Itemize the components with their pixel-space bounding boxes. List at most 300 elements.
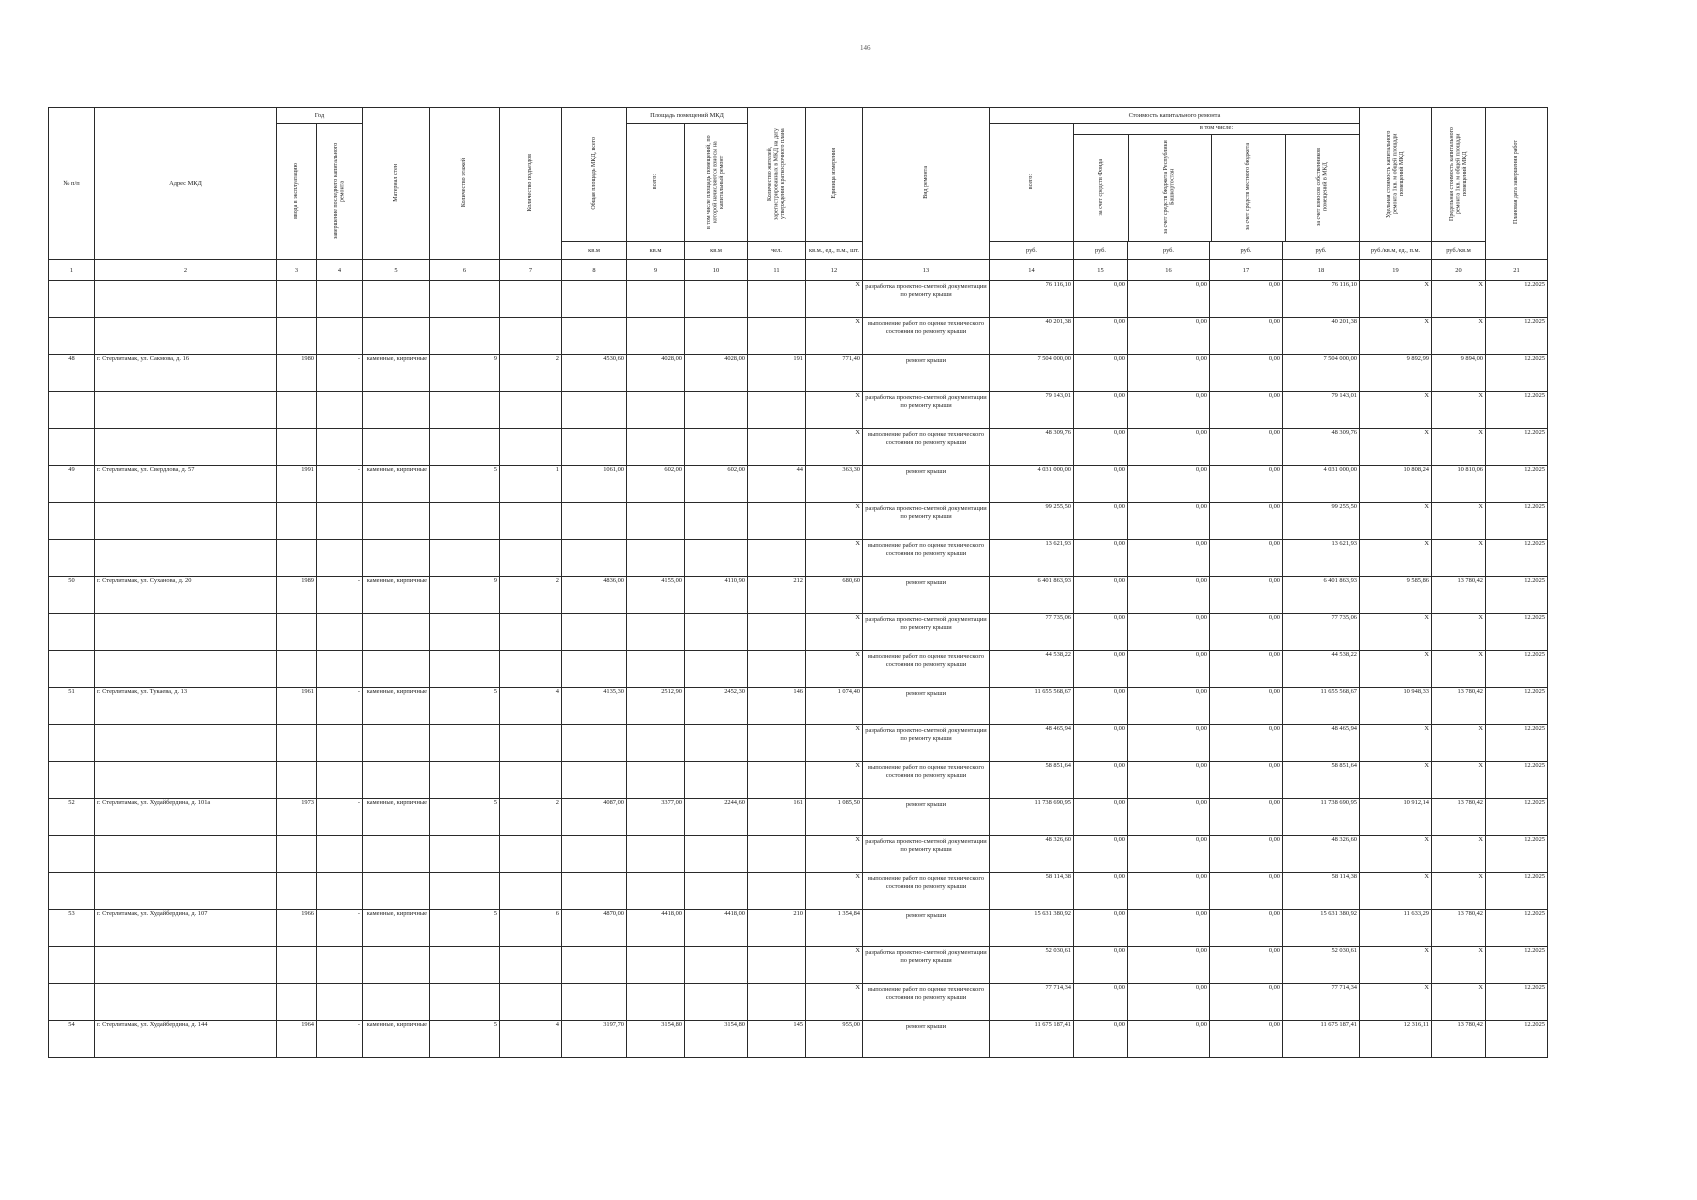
residents-cell [748,873,806,910]
premises-total-cell [627,281,685,318]
limit-cost-cell: X [1432,392,1486,429]
unit-cost-cell: X [1360,281,1432,318]
floors-cell [430,873,500,910]
cost-total-cell: 79 143,01 [990,392,1074,429]
premises-total-cell: 3377,00 [627,799,685,836]
planned-date-cell: 12.2025 [1486,762,1548,799]
cost-total-cell: 40 201,38 [990,318,1074,355]
header-cost-including: в том числе: [1074,124,1359,135]
residents-cell: 145 [748,1021,806,1058]
column-number: 1 [49,260,95,281]
column-number: 15 [1074,260,1128,281]
limit-cost-cell: X [1432,614,1486,651]
planned-date-cell: 12.2025 [1486,873,1548,910]
cost-owners-cell: 7 504 000,00 [1283,355,1360,392]
row-number [49,762,95,799]
premises-total-cell: 4155,00 [627,577,685,614]
planned-date-cell: 12.2025 [1486,355,1548,392]
residents-cell: 191 [748,355,806,392]
cost-total-cell: 15 631 380,92 [990,910,1074,947]
table-row [49,836,1548,873]
wall-material-cell [363,429,430,466]
address-cell [95,762,277,799]
address-cell: г. Стерлитамак, ул. Тукаева, д. 13 [95,688,277,725]
header-cost-republic: за счет средств бюджета Республики Башкортостан [1163,140,1176,234]
total-area-cell: 4870,00 [562,910,627,947]
table-row [49,540,1548,577]
wall-material-cell [363,318,430,355]
wall-material-cell [363,281,430,318]
planned-date-cell: 12.2025 [1486,651,1548,688]
cost-local-cell: 0,00 [1210,614,1283,651]
unit-cost-cell: 10 808,24 [1360,466,1432,503]
address-cell: г. Стерлитамак, ул. Худайбердина, д. 144 [95,1021,277,1058]
row-number [49,614,95,651]
header-limit-cost: Предельная стоимость капитального ремонта 1кв. м общей площади помещений МКД [1448,126,1468,221]
wall-material-cell: каменные, кирпичные [363,577,430,614]
cost-local-cell: 0,00 [1210,947,1283,984]
unit-cost-cell: X [1360,947,1432,984]
year-commission-cell [277,947,317,984]
row-number: 52 [49,799,95,836]
table-row [49,503,1548,540]
unit-cell: X [806,429,863,466]
premises-owned-cell [685,873,748,910]
work-type-cell: разработка проектно-сметной документации по ремонту крыши [863,836,990,873]
cost-owners-cell: 48 309,76 [1283,429,1360,466]
cost-local-cell: 0,00 [1210,466,1283,503]
cost-total-cell: 48 309,76 [990,429,1074,466]
cost-fund-cell: 0,00 [1074,762,1128,799]
unit-cell: 1 085,50 [806,799,863,836]
premises-total-cell [627,429,685,466]
cost-local-cell: 0,00 [1210,799,1283,836]
year-commission-cell [277,836,317,873]
column-number: 12 [806,260,863,281]
year-commission-cell [277,725,317,762]
work-type-cell: разработка проектно-сметной документации по ремонту крыши [863,281,990,318]
cost-owners-cell: 77 714,34 [1283,984,1360,1021]
limit-cost-cell: X [1432,318,1486,355]
cost-fund-cell: 0,00 [1074,614,1128,651]
cost-total-cell: 6 401 863,93 [990,577,1074,614]
premises-total-cell [627,651,685,688]
year-last-repair-cell [317,762,363,799]
wall-material-cell [363,836,430,873]
unit-residents: чел. [748,242,806,260]
premises-owned-cell [685,429,748,466]
unit-cell: X [806,836,863,873]
unit-cell: X [806,614,863,651]
header-cost-group: Стоимость капитального ремонта [990,108,1360,124]
cost-fund-cell: 0,00 [1074,651,1128,688]
unit-cell: X [806,503,863,540]
premises-owned-cell [685,836,748,873]
cost-local-cell: 0,00 [1210,577,1283,614]
row-number [49,873,95,910]
row-number [49,429,95,466]
unit-limit-cost: руб./кв.м [1432,242,1486,260]
residents-cell: 44 [748,466,806,503]
residents-cell [748,429,806,466]
premises-owned-cell [685,984,748,1021]
address-cell [95,318,277,355]
cost-total-cell: 7 504 000,00 [990,355,1074,392]
cost-republic-cell: 0,00 [1128,281,1210,318]
cost-fund-cell: 0,00 [1074,577,1128,614]
premises-owned-cell [685,540,748,577]
limit-cost-cell: X [1432,947,1486,984]
cost-owners-cell: 48 326,60 [1283,836,1360,873]
entrances-cell: 4 [500,1021,562,1058]
cost-local-cell: 0,00 [1210,688,1283,725]
cost-owners-cell: 40 201,38 [1283,318,1360,355]
column-number: 18 [1283,260,1360,281]
unit-cost-cell: 9 892,99 [1360,355,1432,392]
floors-cell [430,392,500,429]
floors-cell [430,651,500,688]
limit-cost-cell: 13 780,42 [1432,688,1486,725]
unit-cell: X [806,651,863,688]
column-number: 19 [1360,260,1432,281]
wall-material-cell: каменные, кирпичные [363,355,430,392]
work-type-cell: ремонт крыши [863,466,990,503]
floors-cell [430,984,500,1021]
table-row [49,281,1548,318]
cost-owners-cell: 11 675 187,41 [1283,1021,1360,1058]
unit-total-area: кв.м [562,242,627,260]
year-commission-cell [277,281,317,318]
year-commission-cell: 1989 [277,577,317,614]
cost-republic-cell: 0,00 [1128,725,1210,762]
column-number: 6 [430,260,500,281]
wall-material-cell [363,651,430,688]
cost-republic-cell: 0,00 [1128,318,1210,355]
floors-cell: 9 [430,577,500,614]
address-cell: г. Стерлитамак, ул. Худайбердина, д. 107 [95,910,277,947]
cost-local-cell: 0,00 [1210,910,1283,947]
unit-cost-cell: X [1360,540,1432,577]
floors-cell [430,836,500,873]
header-num: № п/п [49,108,95,260]
column-number: 16 [1128,260,1210,281]
premises-total-cell: 3154,80 [627,1021,685,1058]
cost-owners-cell: 13 621,93 [1283,540,1360,577]
total-area-cell [562,651,627,688]
entrances-cell [500,873,562,910]
premises-owned-cell: 4028,00 [685,355,748,392]
cost-owners-cell: 11 738 690,95 [1283,799,1360,836]
limit-cost-cell: 13 780,42 [1432,799,1486,836]
unit-cell: X [806,318,863,355]
floors-cell: 5 [430,466,500,503]
cost-republic-cell: 0,00 [1128,392,1210,429]
table-row [49,318,1548,355]
unit-cell: X [806,725,863,762]
total-area-cell: 4530,60 [562,355,627,392]
cost-total-cell: 99 255,50 [990,503,1074,540]
table-row [49,947,1548,984]
entrances-cell [500,947,562,984]
planned-date-cell: 12.2025 [1486,799,1548,836]
cost-local-cell: 0,00 [1210,836,1283,873]
cost-republic-cell: 0,00 [1128,762,1210,799]
address-cell [95,651,277,688]
column-number: 20 [1432,260,1486,281]
total-area-cell [562,836,627,873]
total-area-cell [562,392,627,429]
unit-premises-owned: кв.м [685,242,748,260]
year-commission-cell [277,318,317,355]
year-last-repair-cell [317,947,363,984]
unit-cell: 363,30 [806,466,863,503]
entrances-cell: 2 [500,577,562,614]
row-number: 49 [49,466,95,503]
column-number: 3 [277,260,317,281]
entrances-cell [500,429,562,466]
residents-cell: 210 [748,910,806,947]
cost-republic-cell: 0,00 [1128,614,1210,651]
premises-owned-cell [685,281,748,318]
cost-owners-cell: 76 116,10 [1283,281,1360,318]
address-cell [95,540,277,577]
limit-cost-cell: X [1432,281,1486,318]
work-type-cell: ремонт крыши [863,688,990,725]
row-number [49,318,95,355]
unit-cost-total: руб. [990,242,1074,260]
cost-republic-cell: 0,00 [1128,947,1210,984]
unit-premises-total: кв.м [627,242,685,260]
premises-owned-cell [685,614,748,651]
premises-total-cell [627,614,685,651]
unit-cost-owners: руб. [1283,242,1360,260]
cost-owners-cell: 4 031 000,00 [1283,466,1360,503]
total-area-cell: 3197,70 [562,1021,627,1058]
wall-material-cell [363,873,430,910]
header-cost-total: всего: [1028,173,1035,190]
capital-repair-table-sheet [48,107,1548,1058]
address-cell: г. Стерлитамак, ул. Худайбердина, д. 101а [95,799,277,836]
planned-date-cell: 12.2025 [1486,318,1548,355]
total-area-cell [562,429,627,466]
floors-cell: 5 [430,799,500,836]
header-cost-local: за счет средств местного бюджета [1245,143,1252,231]
cost-fund-cell: 0,00 [1074,503,1128,540]
limit-cost-cell: X [1432,984,1486,1021]
entrances-cell [500,651,562,688]
row-number [49,392,95,429]
unit-cell: X [806,392,863,429]
planned-date-cell: 12.2025 [1486,281,1548,318]
cost-fund-cell: 0,00 [1074,392,1128,429]
entrances-cell [500,984,562,1021]
residents-cell [748,651,806,688]
year-commission-cell [277,614,317,651]
cost-owners-cell: 58 851,64 [1283,762,1360,799]
year-commission-cell: 1991 [277,466,317,503]
page-number: 146 [860,44,871,52]
cost-republic-cell: 0,00 [1128,577,1210,614]
table-row [49,873,1548,910]
wall-material-cell [363,614,430,651]
year-commission-cell [277,873,317,910]
total-area-cell [562,318,627,355]
header-unit: Единица измерения [830,148,837,199]
cost-fund-cell: 0,00 [1074,873,1128,910]
cost-local-cell: 0,00 [1210,984,1283,1021]
cost-fund-cell: 0,00 [1074,725,1128,762]
table-row [49,910,1548,947]
cost-local-cell: 0,00 [1210,540,1283,577]
limit-cost-cell: 10 810,06 [1432,466,1486,503]
entrances-cell: 1 [500,466,562,503]
floors-cell: 9 [430,355,500,392]
planned-date-cell: 12.2025 [1486,947,1548,984]
table-row [49,762,1548,799]
cost-local-cell: 0,00 [1210,651,1283,688]
planned-date-cell: 12.2025 [1486,688,1548,725]
header-premises-total: всего: [652,173,659,190]
address-cell: г. Стерлитамак, ул. Сакмова, д. 16 [95,355,277,392]
column-number: 10 [685,260,748,281]
cost-local-cell: 0,00 [1210,392,1283,429]
planned-date-cell: 12.2025 [1486,984,1548,1021]
total-area-cell [562,762,627,799]
header-cost-fund: за счет средств Фонда [1097,158,1104,216]
premises-owned-cell [685,503,748,540]
planned-date-cell: 12.2025 [1486,614,1548,651]
column-number: 2 [95,260,277,281]
planned-date-cell: 12.2025 [1486,577,1548,614]
unit-cost-fund: руб. [1074,242,1128,260]
year-commission-cell: 1964 [277,1021,317,1058]
cost-owners-cell: 6 401 863,93 [1283,577,1360,614]
residents-cell [748,947,806,984]
cost-republic-cell: 0,00 [1128,429,1210,466]
planned-date-cell: 12.2025 [1486,910,1548,947]
limit-cost-cell: X [1432,873,1486,910]
total-area-cell: 4836,00 [562,577,627,614]
entrances-cell [500,762,562,799]
premises-total-cell [627,725,685,762]
cost-fund-cell: 0,00 [1074,947,1128,984]
unit-cost-cell: X [1360,984,1432,1021]
year-commission-cell [277,540,317,577]
floors-cell [430,429,500,466]
wall-material-cell [363,503,430,540]
limit-cost-cell: 13 780,42 [1432,1021,1486,1058]
residents-cell: 212 [748,577,806,614]
entrances-cell [500,725,562,762]
cost-local-cell: 0,00 [1210,355,1283,392]
entrances-cell [500,503,562,540]
unit-cost-cell: X [1360,429,1432,466]
year-last-repair-cell: - [317,577,363,614]
cost-local-cell: 0,00 [1210,318,1283,355]
wall-material-cell: каменные, кирпичные [363,799,430,836]
header-floors: Количество этажей [461,157,468,208]
header-work-type: Вид ремонта [922,166,929,199]
premises-total-cell [627,873,685,910]
address-cell [95,725,277,762]
table-row [49,984,1548,1021]
premises-total-cell [627,947,685,984]
cost-republic-cell: 0,00 [1128,688,1210,725]
premises-owned-cell [685,392,748,429]
row-number: 48 [49,355,95,392]
cost-fund-cell: 0,00 [1074,688,1128,725]
entrances-cell [500,836,562,873]
residents-cell [748,614,806,651]
cost-total-cell: 52 030,61 [990,947,1074,984]
header-cost-owners: за счет взносов собственников помещений в МКД [1315,148,1329,226]
work-type-cell: ремонт крыши [863,577,990,614]
cost-fund-cell: 0,00 [1074,281,1128,318]
year-last-repair-cell [317,318,363,355]
header-year-group: Год [277,108,363,124]
premises-total-cell [627,762,685,799]
header-year-last-repair: завершение последнего капитального ремонта [332,142,346,239]
entrances-cell [500,614,562,651]
cost-total-cell: 11 675 187,41 [990,1021,1074,1058]
unit-unit-cost: руб./кв.м, ед., п.м. [1360,242,1432,260]
total-area-cell [562,984,627,1021]
column-number-row [49,260,1548,281]
unit-cell: X [806,947,863,984]
table-row [49,688,1548,725]
cost-fund-cell: 0,00 [1074,799,1128,836]
row-number: 51 [49,688,95,725]
wall-material-cell: каменные, кирпичные [363,466,430,503]
cost-total-cell: 11 738 690,95 [990,799,1074,836]
table-row [49,429,1548,466]
residents-cell [748,540,806,577]
total-area-cell [562,540,627,577]
unit-cost-cell: X [1360,725,1432,762]
unit-cost-cell: X [1360,836,1432,873]
table-row [49,651,1548,688]
year-commission-cell [277,651,317,688]
wall-material-cell [363,540,430,577]
cost-republic-cell: 0,00 [1128,984,1210,1021]
premises-owned-cell: 2452,30 [685,688,748,725]
cost-owners-cell: 44 538,22 [1283,651,1360,688]
address-cell [95,836,277,873]
header-wall-material: Материал стен [392,163,399,202]
unit-cost-local: руб. [1210,242,1283,260]
work-type-cell: выполнение работ по оценке технического состояния по ремонту крыши [863,762,990,799]
premises-total-cell [627,984,685,1021]
year-last-repair-cell: - [317,910,363,947]
row-number [49,503,95,540]
limit-cost-cell: X [1432,540,1486,577]
table-row [49,355,1548,392]
column-number: 8 [562,260,627,281]
address-cell [95,392,277,429]
planned-date-cell: 12.2025 [1486,503,1548,540]
unit-cell: X [806,984,863,1021]
row-number [49,836,95,873]
unit-cost-cell: X [1360,762,1432,799]
premises-total-cell: 602,00 [627,466,685,503]
unit-cell: X [806,873,863,910]
cost-republic-cell: 0,00 [1128,355,1210,392]
work-type-cell: ремонт крыши [863,355,990,392]
planned-date-cell: 12.2025 [1486,392,1548,429]
year-last-repair-cell: - [317,355,363,392]
floors-cell [430,725,500,762]
unit-cell: X [806,762,863,799]
